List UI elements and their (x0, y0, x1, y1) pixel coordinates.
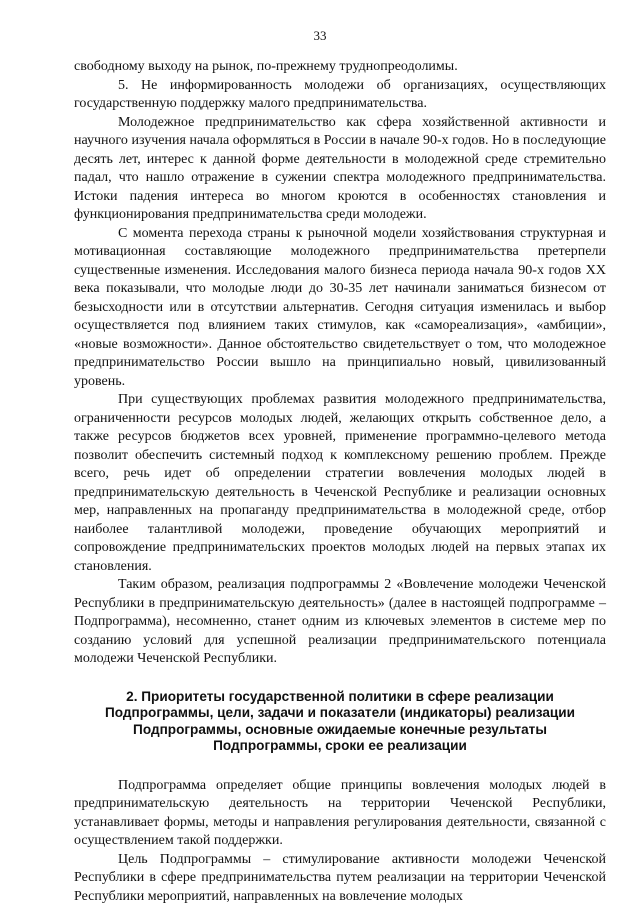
page-number: 33 (0, 28, 640, 44)
document-body (74, 58, 606, 906)
paragraph: Подпрограмма определяет общие принципы вовлечения молодых людей в предпринимательскую деятельность на территории Чеченской Республики, устанавливает формы, методы и направления регулирования деятельности, связанной с осуществлением такой поддержки. (74, 777, 606, 851)
paragraph: Цель Подпрограммы – стимулирование активности молодежи Чеченской Республики в сфере предпринимательства путем реализации на территории Чеченской Республики мероприятий, направленных на вовлечение молодых (74, 851, 606, 906)
section-heading-line: Подпрограммы, основные ожидаемые конечные результаты (74, 722, 606, 739)
paragraph: С момента перехода страны к рыночной модели хозяйствования структурная и мотивационная составляющие молодежного предпринимательства претерпели существенные изменения. Исследования малого бизнеса периода начала 90-х годов XX века показывали, что молодые люди до 30-35 лет начинали заниматься бизнесом от безысходности или в отсутствии альтернатив. Сегодня ситуация изменилась и выбор осуществляется под влиянием таких стимулов, как «самореализация», «амбиции», «новые возможности». Данное обстоятельство свидетельствует о том, что молодежное предпринимательство России вышло на принципиально новый, цивилизованный уровень. (74, 225, 606, 392)
paragraph: Таким образом, реализация подпрограммы 2 «Вовлечение молодежи Чеченской Республики в предпринимательскую деятельность» (далее в настоящей подпрограмме – Подпрограмма), несомненно, станет одним из ключевых элементов в системе мер по созданию условий для успешной реализации предпринимательского потенциала молодежи Чеченской Республики. (74, 576, 606, 669)
paragraph: свободному выходу на рынок, по-прежнему труднопреодолимы. (74, 58, 606, 77)
paragraph: 5. Не информированность молодежи об организациях, осуществляющих государственную поддержку малого предпринимательства. (74, 77, 606, 114)
section-heading (74, 689, 606, 755)
section-heading-line: Подпрограммы, сроки ее реализации (74, 738, 606, 755)
paragraph: Молодежное предпринимательство как сфера хозяйственной активности и научного изучения начала оформляться в России в начале 90-х годов. Но в последующие десять лет, интерес к данной форме деятельности в молодежной среде стремительно падал, что нашло отражение в сужении спектра молодежного предпринимательства. Истоки падения интереса во многом кроются в особенностях становления и функционирования предпринимательства среди молодежи. (74, 114, 606, 225)
section-heading-line: 2. Приоритеты государственной политики в сфере реализации (74, 689, 606, 706)
paragraph: При существующих проблемах развития молодежного предпринимательства, ограниченности ресурсов молодых людей, желающих открыть собственное дело, а также ресурсов бюджетов всех уровней, применение программно-целевого метода позволит обеспечить системный подход к комплексному решению проблем. Прежде всего, речь идет об определении стратегии вовлечения молодых людей в предпринимательскую деятельность в Чеченской Республике и реализации основных мер, направленных на пропаганду предпринимательства в молодежной среде, отбор наиболее талантливой молодежи, проведение обучающих мероприятий и сопровождение предпринимательских проектов молодых людей на первых этапах их становления. (74, 391, 606, 576)
section-heading-line: Подпрограммы, цели, задачи и показатели (индикаторы) реализации (74, 705, 606, 722)
